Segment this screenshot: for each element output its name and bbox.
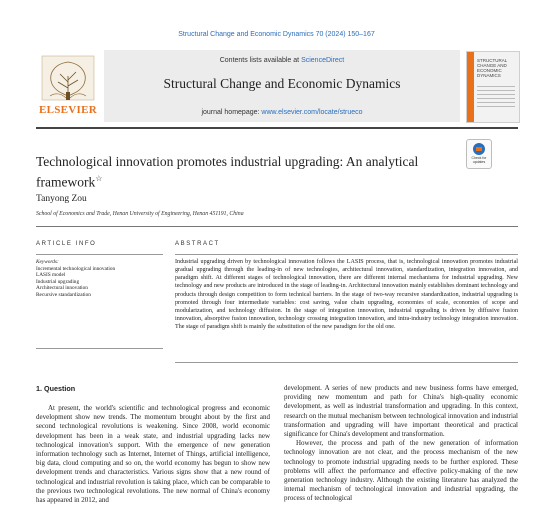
cover-stripe — [467, 52, 474, 122]
journal-title: Structural Change and Economic Dynamics — [163, 76, 401, 91]
abstract-text: Industrial upgrading driven by technological innovation follows the LASIS process, that is, technological innovation promotes industrial gradual upgrading through the leading-in of new technologies, architectural innovation, standardization, integration innovation, and paradigm shift. At different stages of technological innovation, there are different internal mechanisms for industrial upgrading. New technology and new products are introduced in the stage of leading-in. Architectural innovation mainly establishes dominant technology and products through design competition to form technical barriers. In the stage of two-way recursive standardization, industrial upgrading is promoted through four intermediate variables: cost saving, value chain upgrading, economies of scale, economies of scope and modularization, and technology diffusion. In the stage of integration innovation, industrial upgrading is driven by diffusive fusion innovation, absorptive fusion innovation, technology crossing integration innovation, and intra-industry technology integration innovation. The stage of paradigm shift is mainly the substitution of the new paradigm for the old one. — [175, 259, 518, 330]
keyword-item: Architectural innovation — [36, 285, 88, 291]
check-updates-label: Check for updates — [471, 156, 487, 164]
body-paragraph: However, the process and path of the new generation of information technology innovation are not clear, and the process mechanism of the new technology to promote industrial upgrading needs to be further explored. These problems will affect the performance and effective policy-making of the new generation technology industry. Although the existing literature has analyzed the internal mechanism of technological innovation and industrial upgrading, the process of technological — [284, 439, 518, 503]
sciencedirect-link[interactable]: ScienceDirect — [301, 57, 345, 64]
cover-decoration — [477, 86, 515, 110]
article-title-text: Technological innovation promotes industrial upgrading: An analytical framework — [36, 154, 419, 190]
keyword-item: Industrial upgrading — [36, 278, 80, 285]
body-column-left — [36, 404, 270, 505]
section-heading-question: 1. Question — [36, 384, 76, 393]
homepage-line — [104, 109, 460, 116]
abstract-rule — [175, 254, 518, 255]
homepage-link[interactable]: www.elsevier.com/locate/strueco — [261, 109, 363, 116]
article-info-bottom-rule — [36, 348, 163, 349]
keyword-item: Incremental technological innovation — [36, 265, 116, 272]
article-info-heading: ARTICLE INFO — [36, 241, 97, 247]
author-name[interactable]: Tanyong Zou — [36, 194, 87, 204]
journal-cover — [466, 51, 520, 123]
abstract-heading: ABSTRACT — [175, 241, 220, 247]
keyword-item: LASIS model — [36, 272, 66, 278]
check-updates-icon — [473, 143, 485, 155]
publisher-name: ELSEVIER — [38, 104, 98, 116]
abstract-bottom-rule — [175, 362, 518, 363]
body-column-right — [284, 384, 518, 504]
contents-line — [104, 57, 460, 64]
body-paragraph: At present, the world's scientific and technological progress and economic development show new trends. The momentum brought about by the first and second technological revolutions is weakening. Since 2008, world economic development has been in a weak state, and industrial upgrading lacks new technological innovation's support. With the emergence of new generation information technology such as Internet, Internet of Things, artificial intelligence, big data, cloud computing and so on, the world economy has begun to show new development trends and characteristics. Various signs show that a new round of technological and industrial revolution is taking place, which can be comparable to the previous two technological revolutions. The new normal of China's economy has appeared in 2012, and — [36, 404, 270, 505]
header-rule — [36, 127, 518, 129]
article-info-rule — [36, 254, 163, 255]
author-affiliation: School of Economics and Trade, Henan University of Engineering, Henan 451191, China — [36, 211, 244, 217]
check-for-updates-button[interactable] — [466, 139, 492, 169]
cover-title: STRUCTURAL CHANGE AND ECONOMIC DYNAMICS — [477, 58, 508, 78]
keywords-block — [36, 259, 163, 298]
title-rule — [36, 226, 518, 227]
article-title — [36, 153, 436, 191]
title-footnote-mark[interactable]: ☆ — [95, 174, 103, 183]
contents-prefix: Contents lists available at — [219, 57, 302, 64]
body-paragraph: development. A series of new products and new business forms have emerged, providing new momentum and path for China's high-quality economic development, as well as industrial transformation and upgrading. In this context, research on the mutual mechanism between technological innovation and industrial transformation and upgrading will have important theoretical and practical significance for China's development and transformation. — [284, 384, 518, 439]
journal-citation[interactable]: Structural Change and Economic Dynamics 70 (2024) 150–167 — [178, 31, 375, 38]
keyword-item: Recursive standardization — [36, 291, 91, 298]
keywords-label: Keywords: — [36, 259, 59, 265]
homepage-prefix: journal homepage: — [201, 109, 262, 116]
